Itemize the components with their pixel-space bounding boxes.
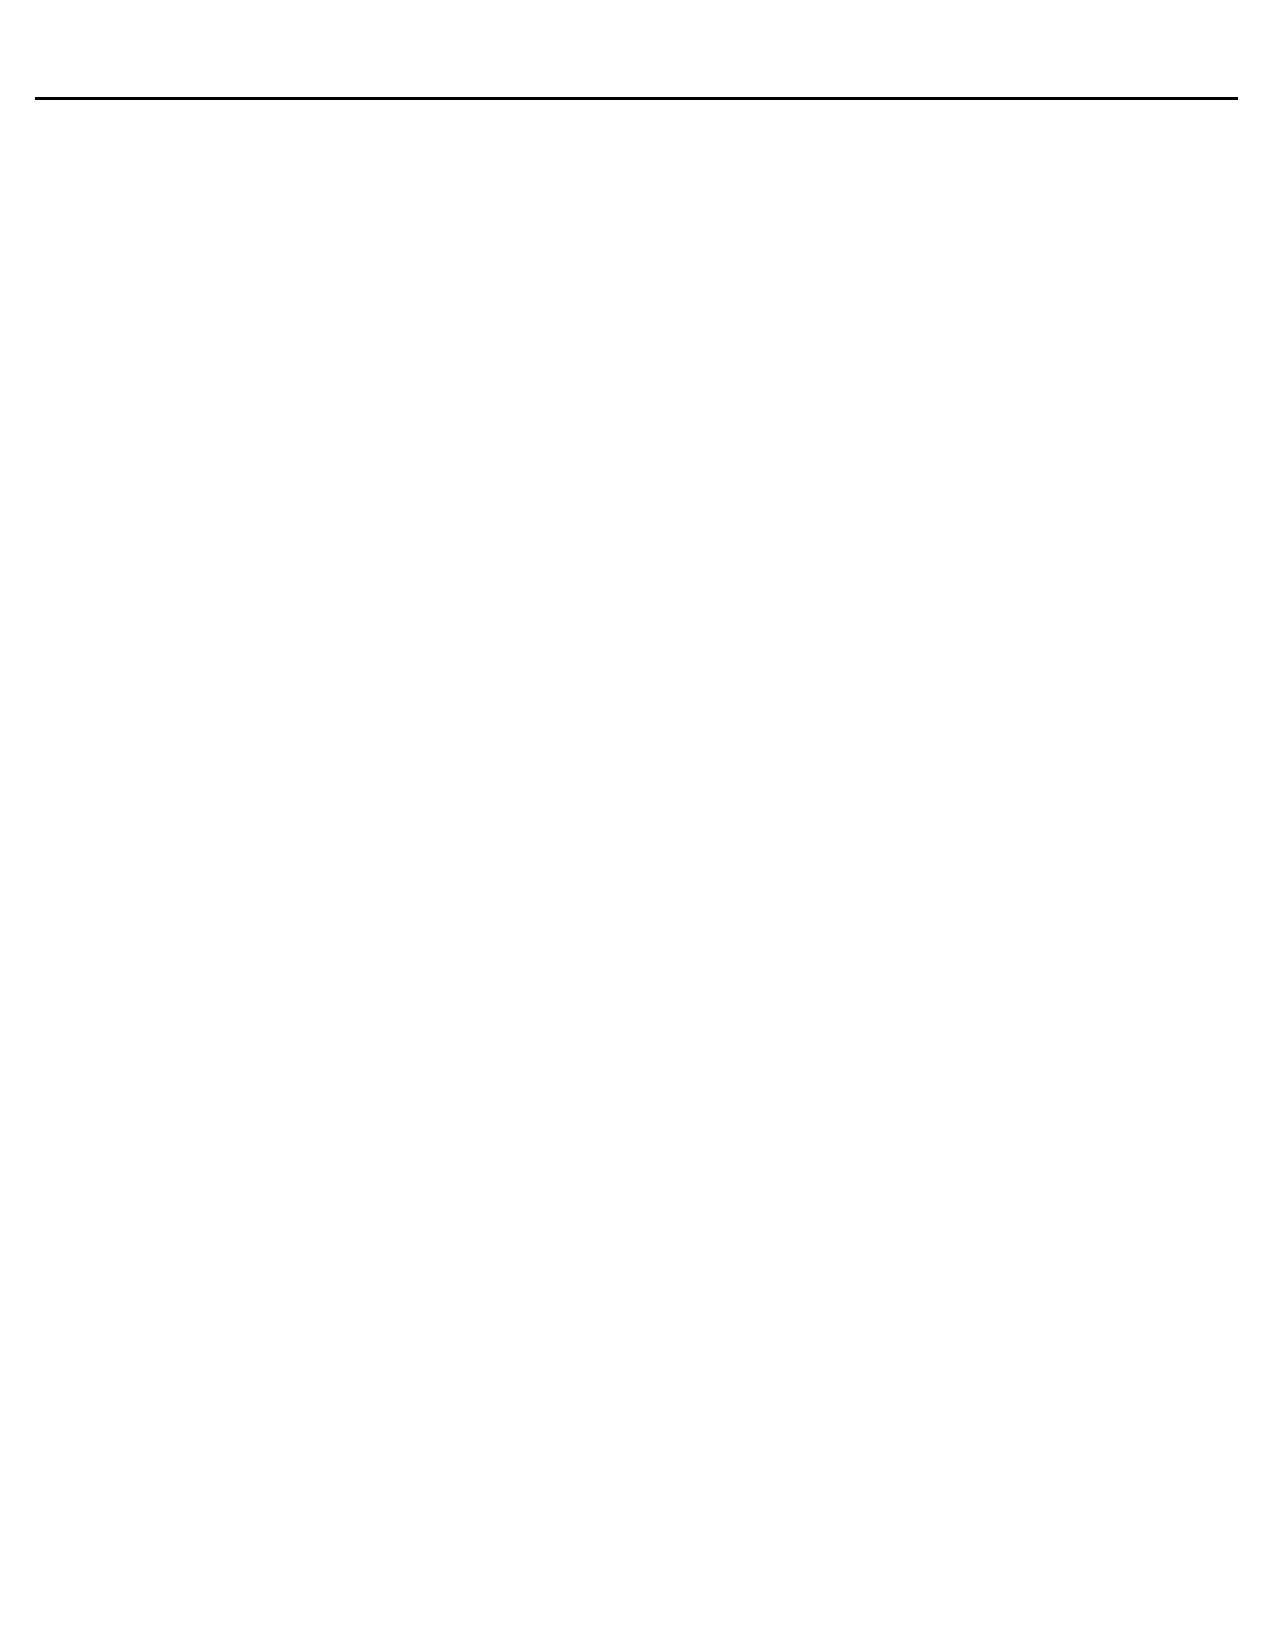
title-rule: [35, 97, 1238, 100]
